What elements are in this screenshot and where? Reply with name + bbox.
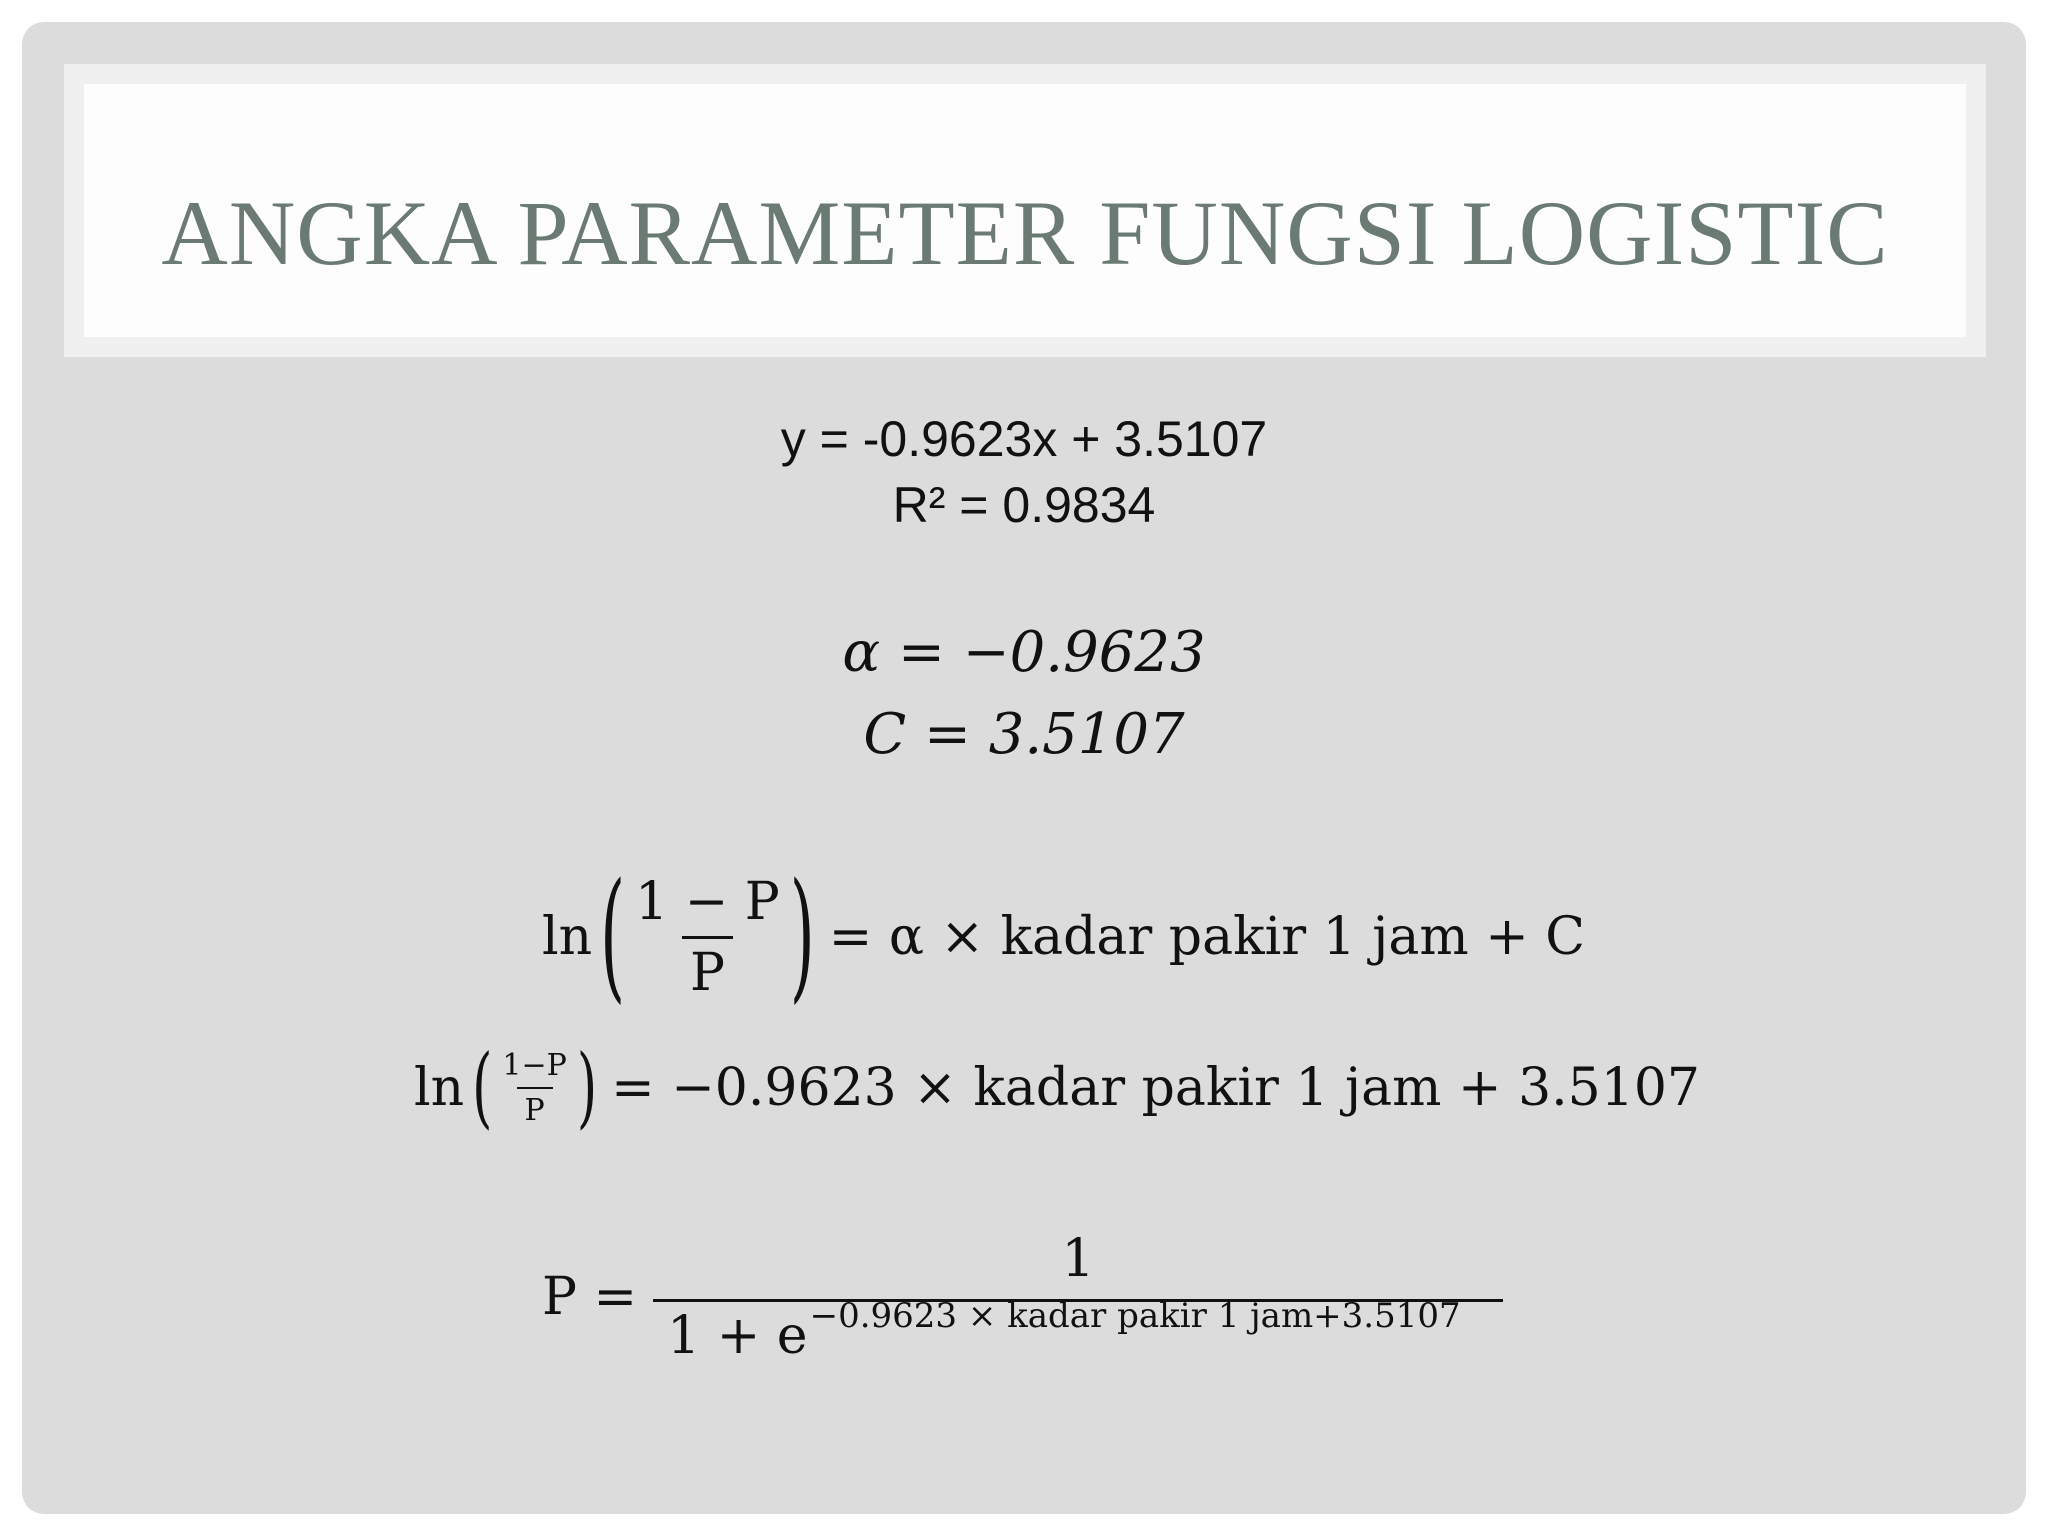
r-squared-value: R² = 0.9834 [892,477,1156,533]
fraction-numerator: 1−P [502,1048,567,1083]
fraction-numerator: 1 − P [635,871,780,932]
alpha-parameter: α = −0.9623 [842,620,1206,685]
exponent-text: −0.9623 × kadar pakir 1 jam+3.5107 [809,1295,1461,1336]
right-paren: ) [789,855,815,1019]
fraction-denominator: P [682,936,733,1003]
left-paren: ( [472,1037,493,1139]
probability-fraction [653,1229,1503,1366]
fraction-one-minus-p-over-p [627,872,788,1003]
logit-equation-general [542,855,1586,1019]
denominator-base: 1 + e [667,1305,808,1366]
logit-equation-numeric [414,1038,1700,1138]
probability-equation [542,1212,1503,1382]
ln-label: ln [542,907,593,967]
equation-rhs: = −0.9623 × kadar pakir 1 jam + 3.5107 [611,1058,1701,1118]
ln-label: ln [414,1058,465,1118]
slide-title: ANGKA PARAMETER FUNGSI LOGISTIC [161,182,1889,284]
regression-equation: y = -0.9623x + 3.5107 [780,411,1268,467]
slide [22,22,2026,1514]
fraction-denominator: P [517,1087,553,1128]
fraction-numerator: 1 [1061,1228,1095,1289]
right-paren: ) [576,1037,598,1139]
left-paren: ( [600,855,626,1019]
fraction-one-minus-p-over-p [494,1048,574,1128]
c-parameter: C = 3.5107 [863,702,1185,767]
fraction-denominator [653,1295,1503,1366]
probability-lhs: P = [542,1267,638,1327]
equation-rhs: = α × kadar pakir 1 jam + C [828,907,1586,967]
title-box [84,84,1966,337]
